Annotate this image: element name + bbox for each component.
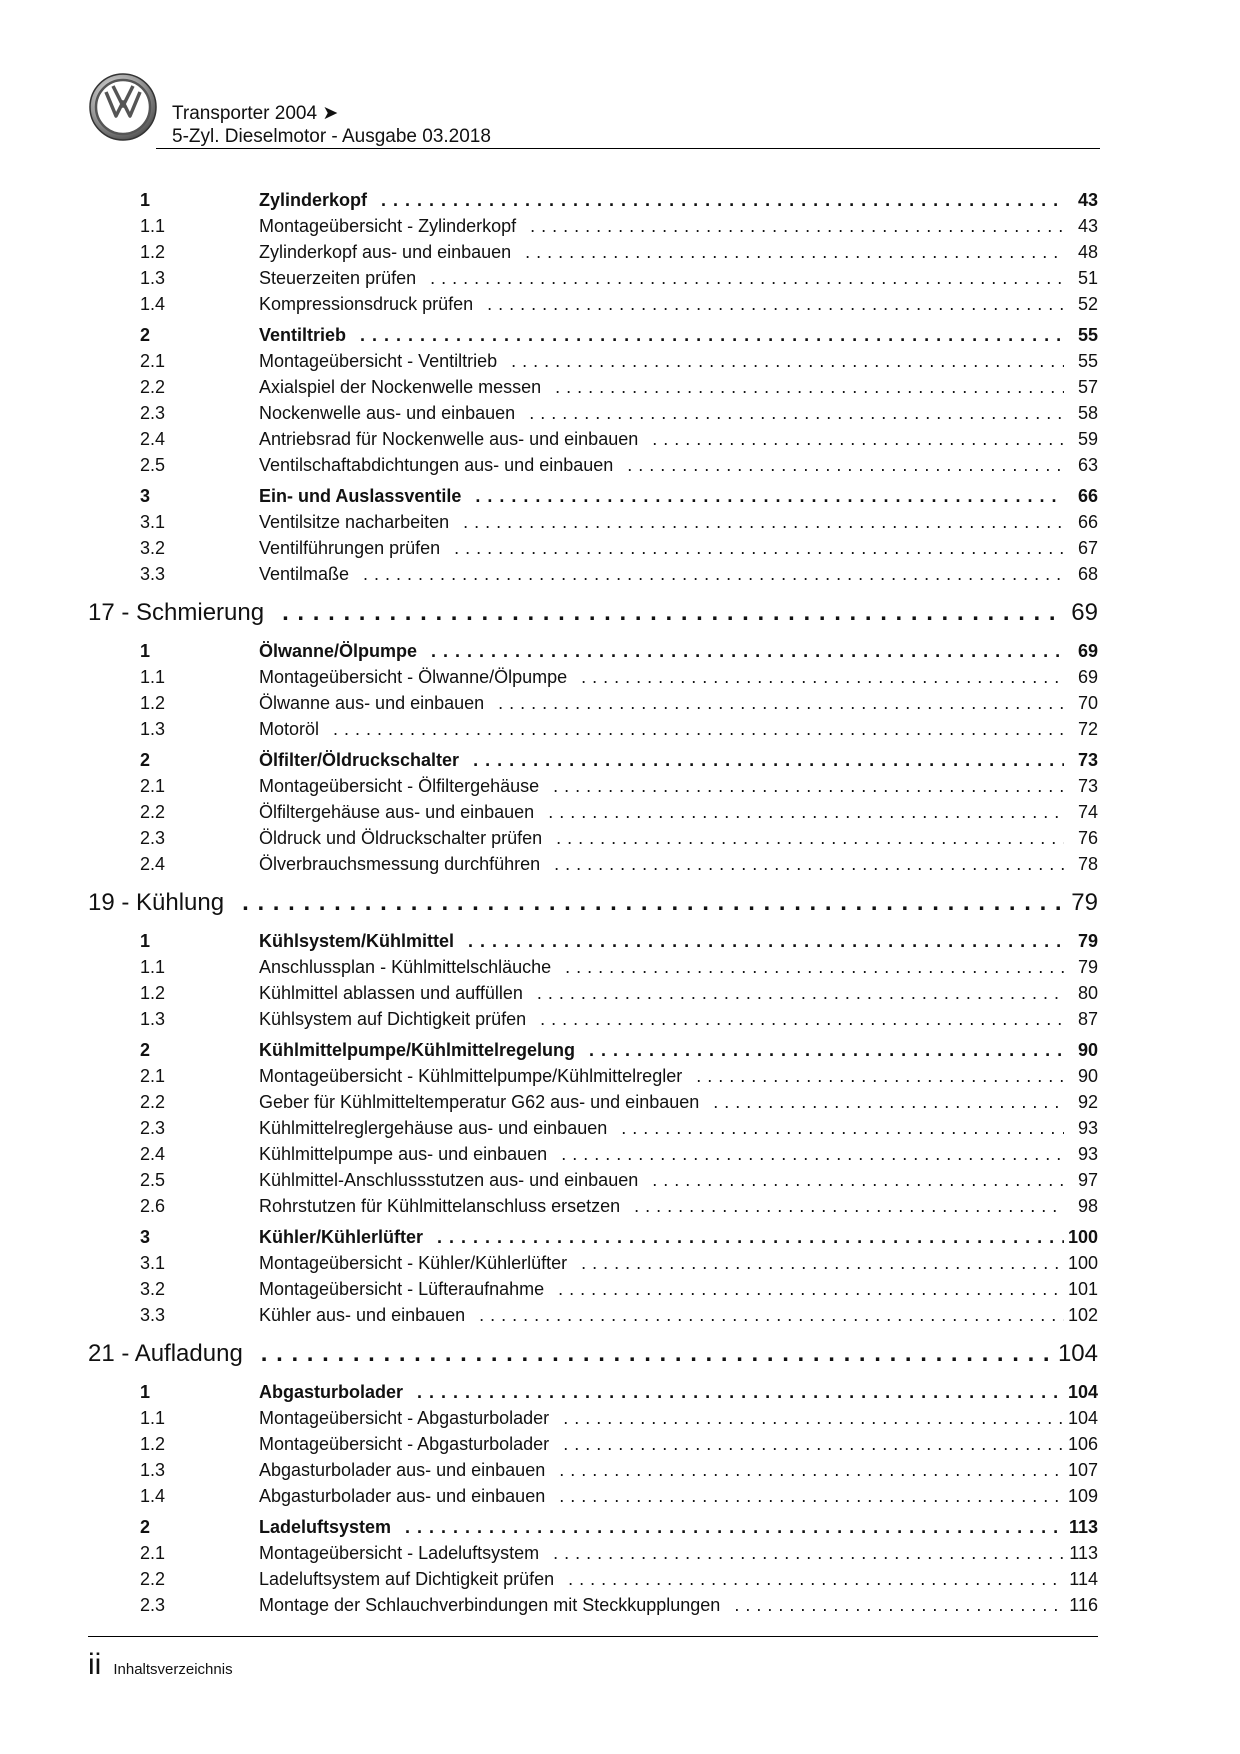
toc-entry-number: 1.1 [140, 667, 166, 687]
toc-entry-page: 79 [1077, 931, 1098, 951]
toc-entry-number: 2 [140, 1040, 151, 1060]
toc-entry-number: 2.3 [140, 1595, 166, 1615]
toc-entry-title: Ölfilter/Öldruckschalter [259, 750, 460, 770]
toc-entry-number: 2 [140, 1517, 151, 1537]
toc-entry-sub[interactable] [88, 1457, 1098, 1483]
toc-entry-sub[interactable] [88, 773, 1098, 799]
toc-entry-page: 66 [1077, 512, 1098, 532]
toc-leader-dots [440, 535, 1064, 561]
toc-entry-sub[interactable] [88, 452, 1098, 478]
toc-leader-dots [346, 322, 1064, 348]
toc-entry-number: 1.1 [140, 1408, 166, 1428]
toc-entry-number: 1 [140, 641, 151, 661]
toc-leader-dots [539, 773, 1064, 799]
toc-entry-number: 2.2 [140, 1569, 166, 1589]
toc-entry-page: 55 [1077, 351, 1098, 371]
toc-entry-sub[interactable] [88, 1006, 1098, 1032]
toc-entry-title: Abgasturbolader aus- und einbauen [259, 1486, 546, 1506]
toc-entry-sub[interactable] [88, 400, 1098, 426]
toc-entry-page: 106 [1067, 1434, 1098, 1454]
toc-leader-dots [224, 883, 1064, 923]
toc-entry-sub[interactable] [88, 825, 1098, 851]
toc-entry-number: 3.2 [140, 538, 166, 558]
toc-entry-sub[interactable] [88, 509, 1098, 535]
toc-entry-title: Kühler aus- und einbauen [259, 1305, 466, 1325]
toc-entry-page: 67 [1077, 538, 1098, 558]
toc-entry-sub[interactable] [88, 1592, 1098, 1618]
toc-entry-page: 98 [1077, 1196, 1098, 1216]
toc-entry-number: 3.3 [140, 564, 166, 584]
page-footer [88, 1648, 233, 1682]
toc-entry-sub[interactable] [88, 980, 1098, 1006]
toc-leader-dots [545, 1483, 1064, 1509]
toc-entry-number: 3 [140, 1227, 151, 1247]
header-title: Transporter 2004 ➤ [172, 103, 339, 124]
toc-leader-dots [544, 1276, 1064, 1302]
toc-entry-page: 107 [1067, 1460, 1098, 1480]
toc-entry-sub[interactable] [88, 1483, 1098, 1509]
toc-entry-page: 109 [1067, 1486, 1098, 1506]
toc-entry-number: 3.1 [140, 1253, 166, 1273]
footer-divider [88, 1636, 1098, 1637]
footer-label: Inhaltsverzeichnis [113, 1661, 233, 1678]
toc-entry-number: 2.4 [140, 854, 166, 874]
toc-entry-page: 43 [1077, 216, 1098, 236]
toc-leader-dots [540, 851, 1064, 877]
toc-entry-number: 2.1 [140, 776, 166, 796]
toc-entry-sub[interactable] [88, 1276, 1098, 1302]
toc-entry-page: 55 [1077, 325, 1098, 345]
header-divider [156, 148, 1100, 149]
toc-leader-dots [473, 291, 1064, 317]
toc-entry-title: Ventilsitze nacharbeiten [259, 512, 450, 532]
toc-entry-chapter[interactable] [88, 883, 1098, 923]
toc-leader-dots [417, 638, 1064, 664]
toc-entry-sub[interactable] [88, 265, 1098, 291]
toc-entry-number: 1 [140, 1382, 151, 1402]
toc-entry-page: 59 [1077, 429, 1098, 449]
toc-entry-title: Ölwanne/Ölpumpe [259, 641, 418, 661]
toc-leader-dots [319, 716, 1064, 742]
toc-entry-sub[interactable] [88, 239, 1098, 265]
toc-entry-title: Antriebsrad für Nockenwelle aus- und einbauen [259, 429, 639, 449]
toc-leader-dots [459, 747, 1064, 773]
toc-entry-title: Montageübersicht - Ladeluftsystem [259, 1543, 540, 1563]
toc-leader-dots [682, 1063, 1064, 1089]
toc-entry-page: 87 [1077, 1009, 1098, 1029]
toc-entry-section[interactable] [88, 1224, 1098, 1250]
toc-leader-dots [367, 187, 1064, 213]
toc-entry-page: 93 [1077, 1118, 1098, 1138]
toc-entry-title: Ölfiltergehäuse aus- und einbauen [259, 802, 535, 822]
toc-leader-dots [391, 1514, 1064, 1540]
toc-entry-sub[interactable] [88, 799, 1098, 825]
toc-leader-dots [523, 980, 1064, 1006]
toc-entry-number: 2.6 [140, 1196, 166, 1216]
toc-entry-number: 2.3 [140, 828, 166, 848]
toc-entry-sub[interactable] [88, 664, 1098, 690]
toc-entry-page: 100 [1067, 1253, 1098, 1273]
toc-entry-title: Ventilmaße [259, 564, 350, 584]
toc-entry-sub[interactable] [88, 1167, 1098, 1193]
toc-entry-title: Kühlsystem auf Dichtigkeit prüfen [259, 1009, 527, 1029]
toc-leader-dots [516, 213, 1064, 239]
table-of-contents [88, 182, 1098, 1618]
toc-entry-sub[interactable] [88, 851, 1098, 877]
toc-entry-title: 17 - Schmierung [88, 599, 265, 626]
toc-entry-sub[interactable] [88, 426, 1098, 452]
toc-entry-title: Montageübersicht - Kühlmittelpumpe/Kühlmittelregler [259, 1066, 683, 1086]
toc-entry-page: 104 [1067, 1382, 1098, 1402]
toc-entry-sub[interactable] [88, 1540, 1098, 1566]
toc-entry-section[interactable] [88, 483, 1098, 509]
header-subtitle: 5-Zyl. Dieselmotor - Ausgabe 03.2018 [172, 126, 491, 147]
toc-entry-title: Ölwanne aus- und einbauen [259, 693, 485, 713]
toc-entry-page: 48 [1077, 242, 1098, 262]
toc-entry-title: Axialspiel der Nockenwelle messen [259, 377, 542, 397]
toc-entry-page: 97 [1077, 1170, 1098, 1190]
toc-entry-page: 51 [1077, 268, 1098, 288]
toc-entry-sub[interactable] [88, 1141, 1098, 1167]
toc-leader-dots [497, 348, 1064, 374]
toc-entry-sub[interactable] [88, 374, 1098, 400]
toc-entry-title: Ein- und Auslassventile [259, 486, 462, 506]
toc-entry-page: 63 [1077, 455, 1098, 475]
toc-entry-number: 2 [140, 750, 151, 770]
toc-entry-title: Montageübersicht - Abgasturbolader [259, 1434, 550, 1454]
toc-entry-section[interactable] [88, 1514, 1098, 1540]
toc-entry-title: Ladeluftsystem auf Dichtigkeit prüfen [259, 1569, 555, 1589]
toc-leader-dots [549, 1405, 1064, 1431]
toc-entry-title: Ventilführungen prüfen [259, 538, 441, 558]
toc-leader-dots [526, 1006, 1064, 1032]
toc-entry-sub[interactable] [88, 1566, 1098, 1592]
toc-entry-page: 76 [1077, 828, 1098, 848]
toc-entry-title: Anschlussplan - Kühlmittelschläuche [259, 957, 552, 977]
toc-leader-dots [638, 1167, 1064, 1193]
toc-entry-sub[interactable] [88, 213, 1098, 239]
toc-entry-page: 104 [1067, 1408, 1098, 1428]
toc-entry-title: 19 - Kühlung [88, 889, 225, 916]
toc-entry-title: Zylinderkopf [259, 190, 368, 210]
toc-leader-dots [613, 452, 1064, 478]
toc-leader-dots [720, 1592, 1064, 1618]
toc-entry-title: 21 - Aufladung [88, 1340, 243, 1367]
toc-entry-page: 114 [1069, 1569, 1098, 1589]
toc-entry-title: Montage der Schlauchverbindungen mit Steckkupplungen [259, 1595, 721, 1615]
toc-leader-dots [542, 825, 1064, 851]
toc-entry-number: 1.1 [140, 216, 166, 236]
toc-entry-page: 80 [1077, 983, 1098, 1003]
toc-entry-chapter[interactable] [88, 593, 1098, 633]
toc-entry-title: Kühlmittelreglergehäuse aus- und einbauen [259, 1118, 608, 1138]
toc-entry-number: 1.2 [140, 983, 166, 1003]
toc-entry-section[interactable] [88, 322, 1098, 348]
toc-leader-dots [545, 1457, 1064, 1483]
toc-entry-sub[interactable] [88, 954, 1098, 980]
toc-entry-number: 1.3 [140, 1460, 166, 1480]
vw-logo-icon [88, 72, 158, 142]
toc-entry-number: 1.2 [140, 242, 166, 262]
toc-leader-dots [638, 426, 1064, 452]
toc-leader-dots [454, 928, 1064, 954]
toc-entry-title: Kühlmittelpumpe/Kühlmittelregelung [259, 1040, 576, 1060]
toc-entry-number: 3.1 [140, 512, 166, 532]
toc-leader-dots [465, 1302, 1064, 1328]
toc-entry-title: Kompressionsdruck prüfen [259, 294, 474, 314]
toc-entry-number: 2 [140, 325, 151, 345]
toc-entry-page: 100 [1067, 1227, 1098, 1247]
toc-entry-title: Steuerzeiten prüfen [259, 268, 417, 288]
toc-entry-title: Ventiltrieb [259, 325, 347, 345]
toc-leader-dots [539, 1540, 1064, 1566]
toc-entry-number: 3 [140, 486, 151, 506]
toc-entry-page: 43 [1077, 190, 1098, 210]
toc-leader-dots [349, 561, 1064, 587]
toc-entry-number: 1.2 [140, 1434, 166, 1454]
toc-entry-number: 2.4 [140, 429, 166, 449]
toc-leader-dots [699, 1089, 1064, 1115]
toc-entry-page: 69 [1077, 667, 1098, 687]
toc-entry-title: Montageübersicht - Zylinderkopf [259, 216, 517, 236]
toc-entry-sub[interactable] [88, 1193, 1098, 1219]
toc-entry-page: 113 [1068, 1517, 1098, 1537]
toc-entry-number: 2.4 [140, 1144, 166, 1164]
toc-entry-number: 2.1 [140, 1543, 166, 1563]
toc-entry-page: 68 [1077, 564, 1098, 584]
toc-entry-title: Rohrstutzen für Kühlmittelanschluss ersetzen [259, 1196, 621, 1216]
toc-entry-section[interactable] [88, 747, 1098, 773]
footer-page-number: ii [88, 1648, 102, 1681]
toc-entry-number: 2.2 [140, 1092, 166, 1112]
toc-entry-number: 2.2 [140, 377, 166, 397]
toc-entry-title: Montageübersicht - Ölfiltergehäuse [259, 776, 540, 796]
toc-leader-dots [243, 1334, 1058, 1374]
toc-leader-dots [567, 1250, 1064, 1276]
toc-entry-number: 2.2 [140, 802, 166, 822]
toc-entry-sub[interactable] [88, 561, 1098, 587]
toc-leader-dots [511, 239, 1064, 265]
toc-entry-title: Ölverbrauchsmessung durchführen [259, 854, 541, 874]
toc-entry-page: 52 [1077, 294, 1098, 314]
toc-entry-sub[interactable] [88, 1302, 1098, 1328]
toc-entry-page: 79 [1071, 889, 1098, 916]
toc-entry-sub[interactable] [88, 291, 1098, 317]
toc-leader-dots [534, 799, 1064, 825]
toc-entry-number: 1 [140, 190, 151, 210]
toc-entry-page: 73 [1077, 750, 1098, 770]
toc-entry-title: Nockenwelle aus- und einbauen [259, 403, 516, 423]
toc-entry-number: 1.4 [140, 294, 166, 314]
toc-entry-page: 101 [1067, 1279, 1098, 1299]
toc-entry-page: 70 [1077, 693, 1098, 713]
toc-entry-title: Abgasturbolader aus- und einbauen [259, 1460, 546, 1480]
toc-entry-section[interactable] [88, 638, 1098, 664]
toc-entry-number: 2.1 [140, 351, 166, 371]
toc-entry-number: 1 [140, 931, 151, 951]
toc-leader-dots [416, 265, 1064, 291]
toc-entry-number: 1.4 [140, 1486, 166, 1506]
toc-entry-section[interactable] [88, 187, 1098, 213]
toc-leader-dots [403, 1379, 1064, 1405]
toc-entry-page: 78 [1077, 854, 1098, 874]
toc-entry-number: 1.1 [140, 957, 166, 977]
toc-entry-sub[interactable] [88, 690, 1098, 716]
toc-entry-title: Kühler/Kühlerlüfter [259, 1227, 424, 1247]
toc-entry-sub[interactable] [88, 716, 1098, 742]
toc-entry-title: Motoröl [259, 719, 320, 739]
toc-entry-section[interactable] [88, 928, 1098, 954]
toc-entry-sub[interactable] [88, 348, 1098, 374]
toc-entry-page: 90 [1077, 1040, 1098, 1060]
toc-leader-dots [547, 1141, 1064, 1167]
toc-leader-dots [567, 664, 1064, 690]
toc-entry-number: 2.3 [140, 403, 166, 423]
toc-entry-sub[interactable] [88, 1089, 1098, 1115]
toc-entry-title: Kühlmittel ablassen und auffüllen [259, 983, 523, 1003]
toc-entry-title: Montageübersicht - Lüfteraufnahme [259, 1279, 545, 1299]
toc-leader-dots [264, 593, 1064, 633]
toc-entry-title: Ventilschaftabdichtungen aus- und einbauen [259, 455, 614, 475]
toc-entry-page: 72 [1077, 719, 1098, 739]
toc-entry-number: 2.1 [140, 1066, 166, 1086]
toc-entry-page: 79 [1077, 957, 1098, 977]
toc-entry-section[interactable] [88, 1379, 1098, 1405]
toc-leader-dots [575, 1037, 1064, 1063]
toc-entry-sub[interactable] [88, 1431, 1098, 1457]
toc-leader-dots [515, 400, 1064, 426]
toc-entry-page: 73 [1077, 776, 1098, 796]
toc-entry-title: Öldruck und Öldruckschalter prüfen [259, 828, 543, 848]
toc-entry-sub[interactable] [88, 1405, 1098, 1431]
toc-entry-number: 1.3 [140, 1009, 166, 1029]
toc-leader-dots [607, 1115, 1064, 1141]
toc-entry-title: Montageübersicht - Ventiltrieb [259, 351, 498, 371]
toc-leader-dots [541, 374, 1064, 400]
toc-entry-page: 102 [1067, 1305, 1098, 1325]
toc-entry-number: 2.5 [140, 455, 166, 475]
header-text [172, 102, 491, 148]
toc-entry-page: 93 [1077, 1144, 1098, 1164]
toc-entry-number: 1.2 [140, 693, 166, 713]
toc-entry-page: 57 [1077, 377, 1098, 397]
toc-leader-dots [423, 1224, 1064, 1250]
toc-entry-number: 3.2 [140, 1279, 166, 1299]
toc-entry-chapter[interactable] [88, 1334, 1098, 1374]
toc-entry-title: Montageübersicht - Abgasturbolader [259, 1408, 550, 1428]
toc-entry-sub[interactable] [88, 1250, 1098, 1276]
toc-entry-page: 104 [1057, 1340, 1098, 1367]
toc-leader-dots [461, 483, 1064, 509]
toc-entry-number: 3.3 [140, 1305, 166, 1325]
toc-entry-title: Montageübersicht - Kühler/Kühlerlüfter [259, 1253, 568, 1273]
toc-entry-page: 69 [1071, 599, 1098, 626]
toc-entry-title: Zylinderkopf aus- und einbauen [259, 242, 512, 262]
toc-entry-number: 1.3 [140, 268, 166, 288]
toc-entry-title: Ladeluftsystem [259, 1517, 392, 1537]
toc-entry-page: 90 [1077, 1066, 1098, 1086]
toc-entry-title: Kühlmittelpumpe aus- und einbauen [259, 1144, 548, 1164]
toc-entry-number: 2.3 [140, 1118, 166, 1138]
toc-leader-dots [449, 509, 1064, 535]
toc-entry-page: 69 [1077, 641, 1098, 661]
toc-entry-number: 1.3 [140, 719, 166, 739]
toc-entry-title: Geber für Kühlmitteltemperatur G62 aus- und einbauen [259, 1092, 700, 1112]
toc-entry-page: 74 [1077, 802, 1098, 822]
toc-entry-title: Montageübersicht - Ölwanne/Ölpumpe [259, 667, 568, 687]
toc-leader-dots [554, 1566, 1064, 1592]
toc-entry-sub[interactable] [88, 1063, 1098, 1089]
toc-entry-page: 113 [1069, 1543, 1098, 1563]
toc-entry-page: 58 [1077, 403, 1098, 423]
toc-entry-sub[interactable] [88, 535, 1098, 561]
page-header [88, 68, 1098, 152]
toc-entry-sub[interactable] [88, 1115, 1098, 1141]
toc-entry-page: 92 [1077, 1092, 1098, 1112]
toc-leader-dots [549, 1431, 1064, 1457]
toc-entry-title: Abgasturbolader [259, 1382, 404, 1402]
toc-entry-title: Kühlsystem/Kühlmittel [259, 931, 455, 951]
toc-leader-dots [484, 690, 1064, 716]
toc-entry-page: 116 [1069, 1595, 1098, 1615]
toc-entry-number: 2.5 [140, 1170, 166, 1190]
toc-entry-section[interactable] [88, 1037, 1098, 1063]
toc-entry-title: Kühlmittel-Anschlussstutzen aus- und einbauen [259, 1170, 639, 1190]
toc-entry-page: 66 [1077, 486, 1098, 506]
toc-leader-dots [551, 954, 1064, 980]
toc-leader-dots [620, 1193, 1064, 1219]
